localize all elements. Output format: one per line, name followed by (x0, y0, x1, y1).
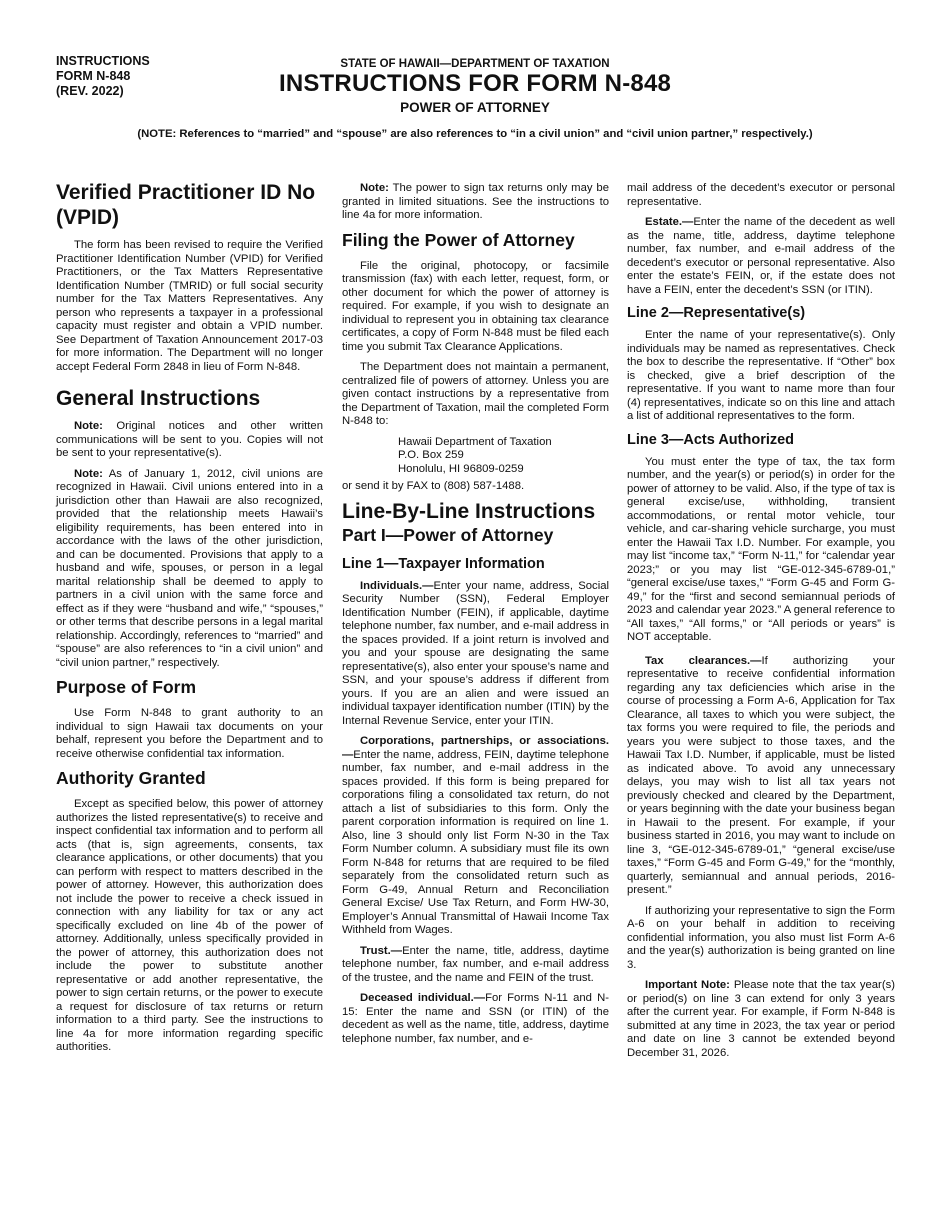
note-text: The power to sign tax returns only may be granted in limited situations. See the instructions to line 4a for more information. (342, 182, 609, 221)
vpid-paragraph: The form has been revised to require the Verified Practitioner Identification Number (VPID) for Verified Practitioners, or the Tax Matters Representative Identification Number (TMRID) or full social security number for the Tax Matters Representatives. Any person who represents a taxpayer in a professional capacity must register and obtain a VPID number. See Department of Taxation Announcement 2017-03 for more information. The Department will no longer accept Federal Form 2848 in lieu of Form N-848. (56, 239, 323, 373)
filing-heading: Filing the Power of Attorney (342, 229, 575, 250)
agency-name: STATE OF HAWAII—DEPARTMENT OF TAXATION (340, 58, 610, 70)
note-text: Original notices and other written communications will be sent to you. Copies will not be sent to your representative(s). (56, 420, 323, 459)
note-label: Note: (74, 420, 103, 432)
note-paragraph-1 (56, 420, 323, 461)
authority-heading: Authority Granted (56, 768, 206, 788)
deceased-continued: mail address of the decedent’s executor or personal representative. (627, 182, 895, 208)
trust-paragraph (342, 945, 609, 986)
important-note-paragraph (627, 979, 895, 1060)
term-label: Estate.— (645, 216, 694, 228)
note-text: As of January 1, 2012, civil unions are recognized in Hawaii. Civil unions entered into in a jurisdiction other than Hawaii are also recognized, provided that the relationship meets Hawaii’s eligibility requirements, has been entered into in accordance with the laws of the other jurisdiction, and can be documented. Provisions that apply to a husband and wife, spouses, or person in a legal marital relationship shall be deemed to apply to partners in a civil union with the same force and effect as if they were “husband and wife,” “spouses,” or other terms that describe persons in a legal marital relationship. Accordingly, references to “married” and “spouse” are also references to “in a civil union” and “civil union partner,” respectively. (56, 467, 323, 669)
note-label: Note: (360, 182, 389, 194)
general-instructions-heading: General Instructions (56, 387, 261, 410)
line-1-heading: Line 1—Taxpayer Information (342, 555, 545, 572)
purpose-heading: Purpose of Form (56, 677, 197, 697)
term-text: If authorizing your representative to receive confidential information regarding any tax deficiencies which arise in the course of processing a Form A-6, Application for Tax Clearance, all taxes to which you were subject, the tax forms you were required to file, the periods and years you were subject to those taxes, and the Hawaii Tax I.D. Number, if applicable, must be listed as indicated above. To avoid any unnecessary delays, you may wish to list all tax years not previously checked and cleared by the Department, or years beginning with the date your business began in Hawaii to the present. For example, if your business started in 2016, you may want to include on line 3, “GE-012-345-6789-01,” “general excise/use taxes,” “Form G-45 and Form G-49,” for the “monthly, quarterly, semiannual and annual periods, 2016-present.” (627, 654, 895, 896)
document-title: INSTRUCTIONS FOR FORM N-848 (278, 70, 672, 97)
note-label: Note: (74, 467, 103, 480)
individuals-paragraph (342, 580, 609, 729)
line-2-heading: Line 2—Representative(s) (627, 305, 806, 321)
corporations-paragraph (342, 735, 609, 938)
important-note-text: Please note that the tax year(s) or period(s) on line 3 can extend for only 3 years after the current year. For example, if Form N-848 is submitted at any time in 2023, the tax year or period and date on line 3 cannot be extended beyond December 31, 2026. (627, 979, 895, 1059)
line-3-paragraph: You must enter the type of tax, the tax form number, and the year(s) or period(s) in order for the power of attorney to be valid. Also, if the type of tax is general excise/use, withholding, transient accommodations, or rental motor vehicle, tour vehicle, and car-sharing vehicle surcharge, you must enter the Hawaii Tax I.D. Number. For example, you may list “income tax,” “Form N-11,” for “calendar year 2023;” or you may list “GE-012-345-6789-01,” “general excise/use taxes,” “Form G-45 and Form G-49,” for the “first and second semiannual periods of 2023 and calendar year 2023.” A general reference to “All taxes,” “All forms,” or “All periods or years” is NOT acceptable. (627, 455, 895, 643)
address-line: Honolulu, HI 96809-0259 (398, 462, 524, 475)
document-header (180, 58, 770, 116)
estate-paragraph (627, 216, 895, 297)
line-3-heading: Line 3—Acts Authorized (627, 431, 795, 448)
part-1-heading: Part I—Power of Attorney (342, 524, 554, 545)
term-label: Corporations, partnerships, or associations.— (342, 735, 609, 761)
line-by-line-heading: Line-By-Line Instructions (342, 499, 596, 523)
address-line: P.O. Box 259 (398, 449, 464, 461)
form-id-line: INSTRUCTIONS (56, 54, 150, 68)
document-subtitle: POWER OF ATTORNEY (400, 100, 550, 115)
form-id-line: FORM N-848 (56, 69, 131, 83)
filing-paragraph-2: The Department does not maintain a permanent, centralized file of powers of attorney. Unless you are given contact instructions by a representative from the Department of Taxation, mail the completed Form N-848 to: (342, 361, 609, 427)
form-identifier (56, 54, 150, 99)
purpose-paragraph: Use Form N-848 to grant authority to an individual to sign Hawaii tax documents on your behalf, represent you before the Department and to receive otherwise confidential tax information. (56, 707, 323, 760)
term-text: For Forms N-11 and N-15: Enter the name and SSN (or ITIN) of the decedent as well as the name, title, address, daytime telephone number, fax number, and e- (342, 992, 609, 1045)
term-label: Tax clearances.— (645, 654, 762, 667)
important-note-label: Important Note: (645, 979, 730, 991)
form-a6-paragraph: If authorizing your representative to sign the Form A-6 on your behalf in addition to receiving confidential information, you also must list Form A-6 and the year(s) authorization is being granted on line 3. (627, 904, 895, 971)
fax-line: or send it by FAX to (808) 587-1488. (342, 480, 525, 492)
address-line: Hawaii Department of Taxation (398, 435, 552, 448)
term-label: Deceased individual.— (360, 992, 486, 1004)
term-text: Enter your name, address, Social Security Number (SSN), Federal Employer Identification Number (FEIN), if applicable, daytime telephone number, fax number, and e-mail address in the spaces provided. If a joint return is involved and you and your spouse are designating the same representative(s), also enter your spouse’s name and SSN, and your spouse’s address if different from yours. If you are an alien and were issued an individual taxpayer identification number (ITIN) by the Internal Revenue Service, enter your ITIN. (342, 579, 609, 727)
tax-clearances-paragraph (627, 655, 895, 898)
note-paragraph-2 (56, 468, 323, 671)
term-text: Enter the name, address, FEIN, daytime telephone number, fax number, and e-mail address in the spaces provided. If this form is being prepared for corporations filing a consolidated tax return, do not attach a list of subsidiaries to this form. Only the parent corporation information is required on line 1. Also, line 3 should only list Form N-30 in the Tax Form Number column. A subsidiary must file its own Form N-848 for returns that are required to be filed separately from the consolidated return such as Form G-49, Annual Return and Reconciliation General Excise/ Use Tax Return, and Form HW-30, Employer’s Annual Transmittal of Hawaii Income Tax Withheld from Wages. (342, 748, 609, 936)
form-id-line: (REV. 2022) (56, 84, 124, 98)
column-1 (56, 180, 323, 1062)
mailing-address (398, 436, 609, 477)
deceased-paragraph (342, 992, 609, 1046)
column-2 (342, 182, 609, 1053)
term-label: Trust.— (360, 944, 403, 957)
civil-union-note: (NOTE: References to “married” and “spouse” are also references to “in a civil union” and “civil union partner,” respectively.) (137, 128, 813, 140)
term-text: Enter the name of the decedent as well as the name, title, address, daytime telephone number, fax number, and e-mail address of the decedent’s executor or personal representative. Also enter the estate’s FEIN, or, if the estate does not have a FEIN, enter the decedent’s SSN (or ITIN). (627, 216, 895, 296)
term-text: Enter the name, title, address, daytime telephone number, fax number, and e-mail address of the trustee, and the name and FEIN of the trust. (342, 944, 609, 984)
column-3 (627, 182, 895, 1067)
term-label: Individuals.— (360, 579, 434, 592)
sign-returns-note (342, 182, 609, 223)
vpid-heading: Verified Practitioner ID No (VPID) (56, 181, 316, 229)
filing-paragraph-1: File the original, photocopy, or facsimile transmission (fax) with each letter, request, form, or other document for which the power of attorney is required. For example, if you wish to designate an individual to represent you in obtaining tax clearance certificates, a copy of Form N-848 must be filed each time you submit Tax Clearance Applications. (342, 259, 609, 353)
line-2-paragraph: Enter the name of your representative(s). Only individuals may be named as representatives. Check the box to describe the representative. If “Other” box is checked, give a brief description of the representative. If you want to name more than four (4) representatives, indicate so on this line and attach a list of additional representatives to the form. (627, 329, 895, 422)
authority-paragraph: Except as specified below, this power of attorney authorizes the listed representative(s) to receive and inspect confidential tax information and to perform all acts (that is, sign agreements, consents, tax clearance applications, or other documents) that you can perform with respect to matters described in the power of attorney. However, this authorization does not include the power to receive a check issued in connection with any liability for tax or any act specifically excluded on line 4b of the power of attorney. Additionally, unless specifically provided in the power of attorney, this authorization does not include the power to substitute another representative or add another representative, the power to sign certain returns, or the power to execute a request for disclosure of tax returns or return information to a third party. See the instructions to line 4a for more information regarding specific authorities. (56, 798, 323, 1053)
